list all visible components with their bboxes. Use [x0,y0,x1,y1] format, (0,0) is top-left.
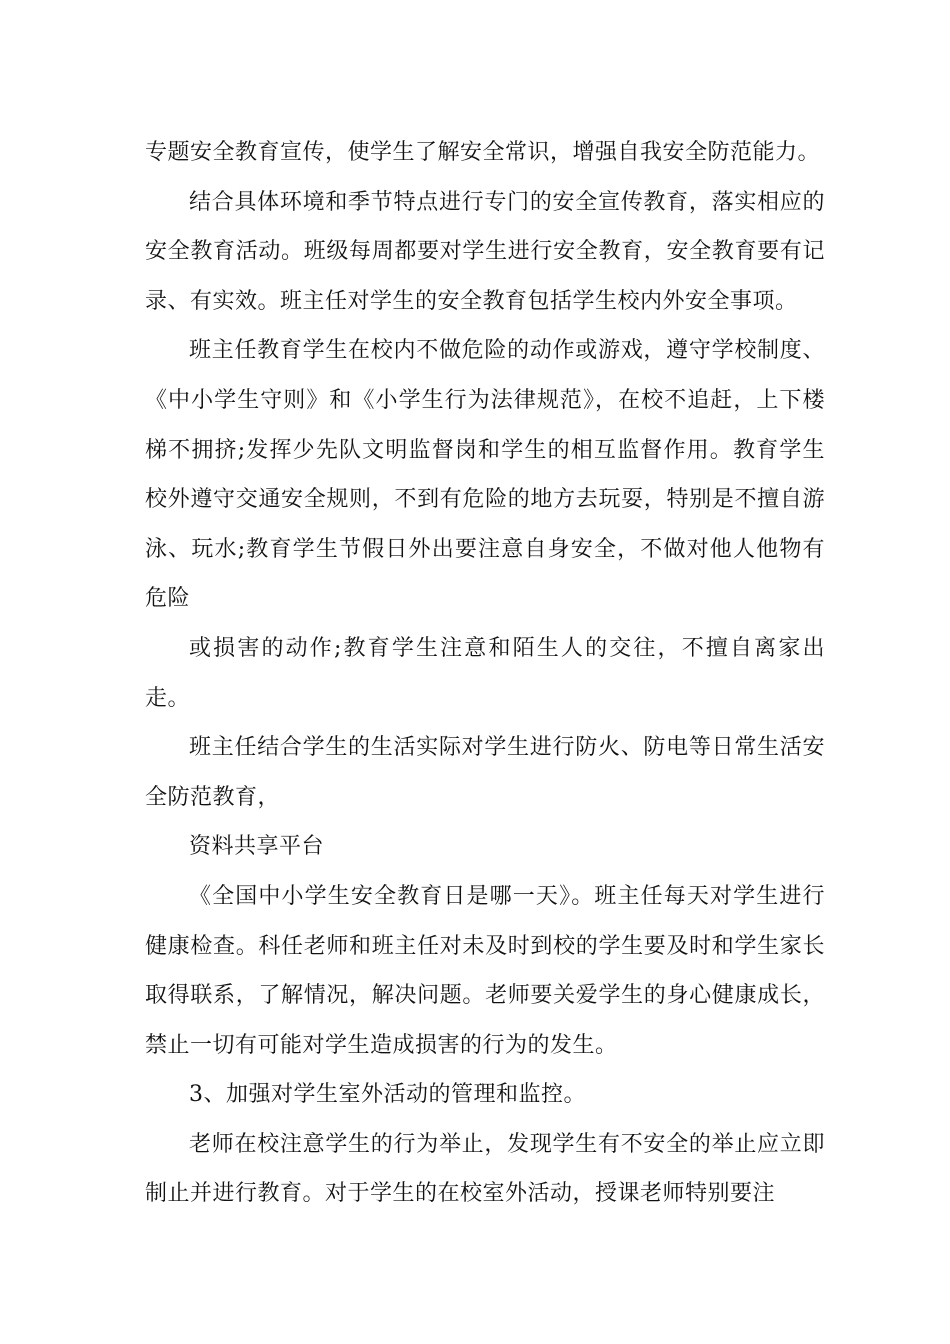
paragraph-5: 班主任结合学生的生活实际对学生进行防火、防电等日常生活安全防范教育， [145,735,825,810]
paragraph-4: 或损害的动作;教育学生注意和陌生人的交往，不擅自离家出走。 [145,635,825,711]
paragraph-7: 《全国中小学生安全教育日是哪一天》。班主任每天对学生进行健康检查。科任老师和班主任对未及时到校的学生要及时和学生家长取得联系，了解情况，解决问题。老师要关爱学生的身心健康成长，禁止一切有可能对学生造成损害的行为的发生。 [145,883,825,1058]
paragraph-1: 专题安全教育宣传，使学生了解安全常识，增强自我安全防范能力。 [145,140,821,165]
paragraph-8: 3、加强对学生室外活动的管理和监控。 [189,1082,586,1108]
paragraph-2: 结合具体环境和季节特点进行专门的安全宣传教育，落实相应的安全教育活动。班级每周都要对学生进行安全教育，安全教育要有记录、有实效。班主任对学生的安全教育包括学生校内外安全事项。 [145,189,825,314]
paragraph-9: 老师在校注意学生的行为举止，发现学生有不安全的举止应立即制止并进行教育。对于学生的在校室外活动，授课老师特别要注 [145,1131,825,1207]
paragraph-3: 班主任教育学生在校内不做危险的动作或游戏，遵守学校制度、《中小学生守则》和《小学生行为法律规范》，在校不追赶，上下楼梯不拥挤;发挥少先队文明监督岗和学生的相互监督作用。教育学生校外遵守交通安全规则，不到有危险的地方去玩耍，特别是不擅自游泳、玩水;教育学生节假日外出要注意自身安全，不做对他人他物有危险 [145,338,825,612]
document-body [145,128,825,1219]
paragraph-6: 资料共享平台 [189,834,325,860]
